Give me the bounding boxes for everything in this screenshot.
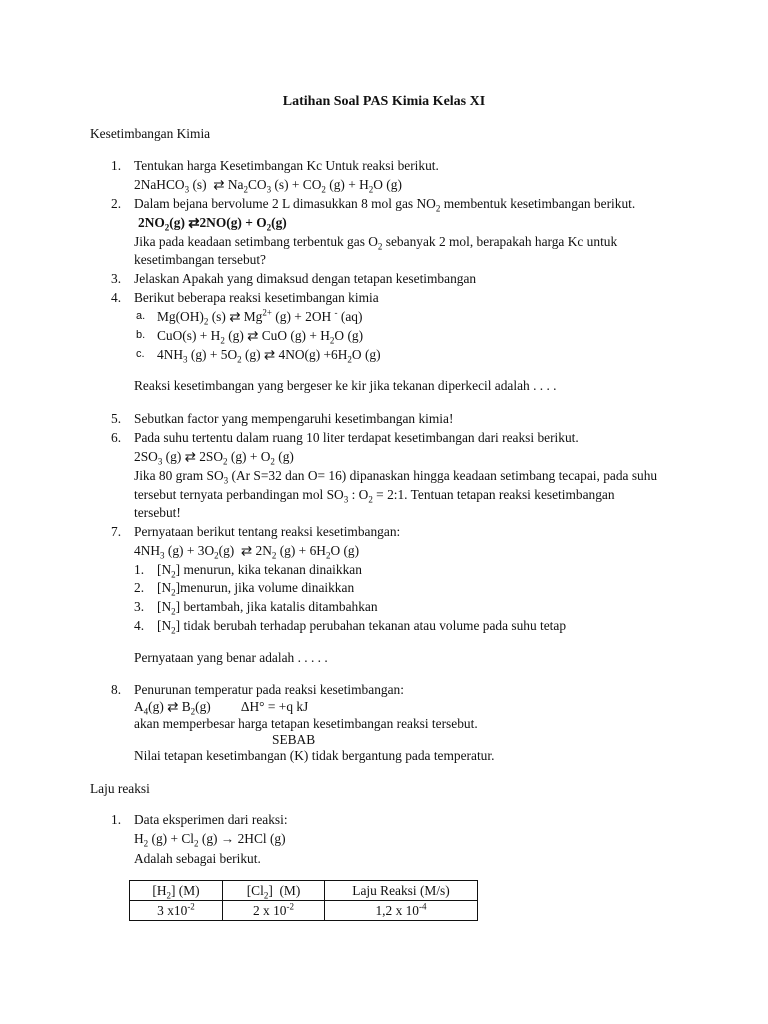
q8-number: 8. xyxy=(111,682,122,697)
q7-equation: $4NH_3$ $(g) + 3O_2(g)$ ⇄ $2N_2$ $(g) + 6H_2O$ (g) xyxy=(134,543,360,561)
q7-item-4-num: 4. xyxy=(134,618,145,633)
q4-option-a: $Mg(OH)_2$ (s) ⇄ $Mg^{2+}$ (g) + 2OH - (aq) xyxy=(157,307,363,327)
q6-text: Pada suhu tertentu dalam ruang 10 liter terdapat kesetimbangan dari reaksi berikut. xyxy=(134,430,579,445)
q6-number: 6. xyxy=(111,430,122,445)
q7-number: 7. xyxy=(111,524,122,539)
q8-sebab: SEBAB xyxy=(272,732,316,747)
q7-item-1: $[N_2]$ menurun, kika tekanan dinaikkan xyxy=(157,562,362,580)
q2-number: 2. xyxy=(111,196,122,211)
section-heading-laju-reaksi: Laju reaksi xyxy=(90,781,150,796)
q4-text: Berikut beberapa reaksi kesetimbangan kimia xyxy=(134,290,379,305)
q8-text-line5: Nilai tetapan kesetimbangan (K) tidak bergantung pada temperatur. xyxy=(134,748,495,763)
q2-equation: $2NO_2(g)$ ⇄2NO(g) + $O_2(g)$ xyxy=(138,215,287,233)
table-header-h2: $[H_2]$ (M) xyxy=(130,881,223,901)
q7-item-2-num: 2. xyxy=(134,580,145,595)
q1-number: 1. xyxy=(111,158,122,173)
lr-q1-number: 1. xyxy=(111,812,122,827)
table-cell-cl2: 2 x $10^{-2}$ xyxy=(223,901,325,921)
q1-text: Tentukan harga Kesetimbangan Kc Untuk reaksi berikut. xyxy=(134,158,439,173)
q7-item-3-num: 3. xyxy=(134,599,145,614)
lr-q1-text: Data eksperimen dari reaksi: xyxy=(134,812,288,827)
q4-option-c-label: c. xyxy=(136,348,145,360)
table-cell-rate: 1,2 x $10^{-4}$ xyxy=(325,901,478,921)
q5-text: Sebutkan factor yang mempengaruhi kesetimbangan kimia! xyxy=(134,411,454,426)
q6-equation: $2SO_3$ (g) ⇄ $2SO_2$ $(g) + O_2$ (g) xyxy=(134,449,294,467)
q8-equation: $A_4(g)$ ⇄ $B_2(g)$ ΔH° = +q kJ xyxy=(134,699,309,717)
q4-option-a-label: a. xyxy=(136,310,146,322)
q4-number: 4. xyxy=(111,290,122,305)
q6-text-line5: tersebut! xyxy=(134,505,181,520)
q2-text-line3: Jika pada keadaan setimbang terbentuk gas $O_2$ sebanyak 2 mol, berapakah harga Kc untuk xyxy=(134,234,618,252)
lr-q1-text-line3: Adalah sebagai berikut. xyxy=(134,851,261,866)
q4-option-b-label: b. xyxy=(136,329,146,341)
q7-question: Pernyataan yang benar adalah . . . . . xyxy=(134,650,328,665)
q2-text: Dalam bejana bervolume 2 L dimasukkan 8 mol gas $NO_2$ membentuk kesetimbangan berikut. xyxy=(134,196,636,214)
q6-text-line3: Jika 80 gram $SO_3$ (Ar S=32 dan O= 16) dipanaskan hingga keadaan setimbang tecapai, pada suhu xyxy=(134,468,658,486)
q7-item-4: $[N_2]$ tidak berubah terhadap perubahan tekanan atau volume pada suhu tetap xyxy=(157,618,567,636)
q3-number: 3. xyxy=(111,271,122,286)
page-title: Latihan Soal PAS Kimia Kelas XI xyxy=(282,94,486,109)
table-header-cl2: $[Cl_2]$ (M) xyxy=(223,881,325,901)
q3-text: Jelaskan Apakah yang dimaksud dengan tetapan kesetimbangan xyxy=(134,271,477,286)
q7-text: Pernyataan berikut tentang reaksi kesetimbangan: xyxy=(134,524,401,539)
q7-item-3: $[N_2]$ bertambah, jika katalis ditambahkan xyxy=(157,599,378,617)
table-header-row xyxy=(130,881,478,901)
table-header-rate: Laju Reaksi (M/s) xyxy=(325,881,478,901)
q5-number: 5. xyxy=(111,411,122,426)
q2-text-line4: kesetimbangan tersebut? xyxy=(134,252,266,267)
q8-text-line3: akan memperbesar harga tetapan kesetimbangan reaksi tersebut. xyxy=(134,716,478,731)
q7-item-1-num: 1. xyxy=(134,562,145,577)
q4-option-b: $CuO(s) + H_2$ (g) ⇄ CuO $(g) + H_2O$ (g) xyxy=(157,328,364,346)
q6-text-line4: tersebut ternyata perbandingan mol $SO_3$ : $O_2$ = 2:1. Tentuan tetapan reaksi kesetimbangan xyxy=(134,487,615,505)
q8-text: Penurunan temperatur pada reaksi kesetimbangan: xyxy=(134,682,404,697)
lr-q1-equation: $H_2$ $(g) + Cl_2$ (g) → 2HCl (g) xyxy=(134,831,286,849)
section-heading-kesetimbangan: Kesetimbangan Kimia xyxy=(90,126,211,141)
table-row xyxy=(130,901,478,921)
q4-option-c: $4NH_3$ $(g) + 5O_2$ (g) ⇄ $4NO(g) +6H_2O$ (g) xyxy=(157,347,381,365)
rate-data-table xyxy=(129,880,478,921)
q4-question: Reaksi kesetimbangan yang bergeser ke kir jika tekanan diperkecil adalah . . . . xyxy=(134,378,557,393)
q1-equation: 2NaHCO$_3$ (s) ⇄ $Na_2CO_3$ $(s) + CO_2$ $(g) + H_2O$ (g) xyxy=(134,177,402,195)
table-cell-h2: 3 $x10^{-2}$ xyxy=(130,901,223,921)
q7-item-2: $[N_2]menurun$, jika volume dinaikkan xyxy=(157,580,355,598)
